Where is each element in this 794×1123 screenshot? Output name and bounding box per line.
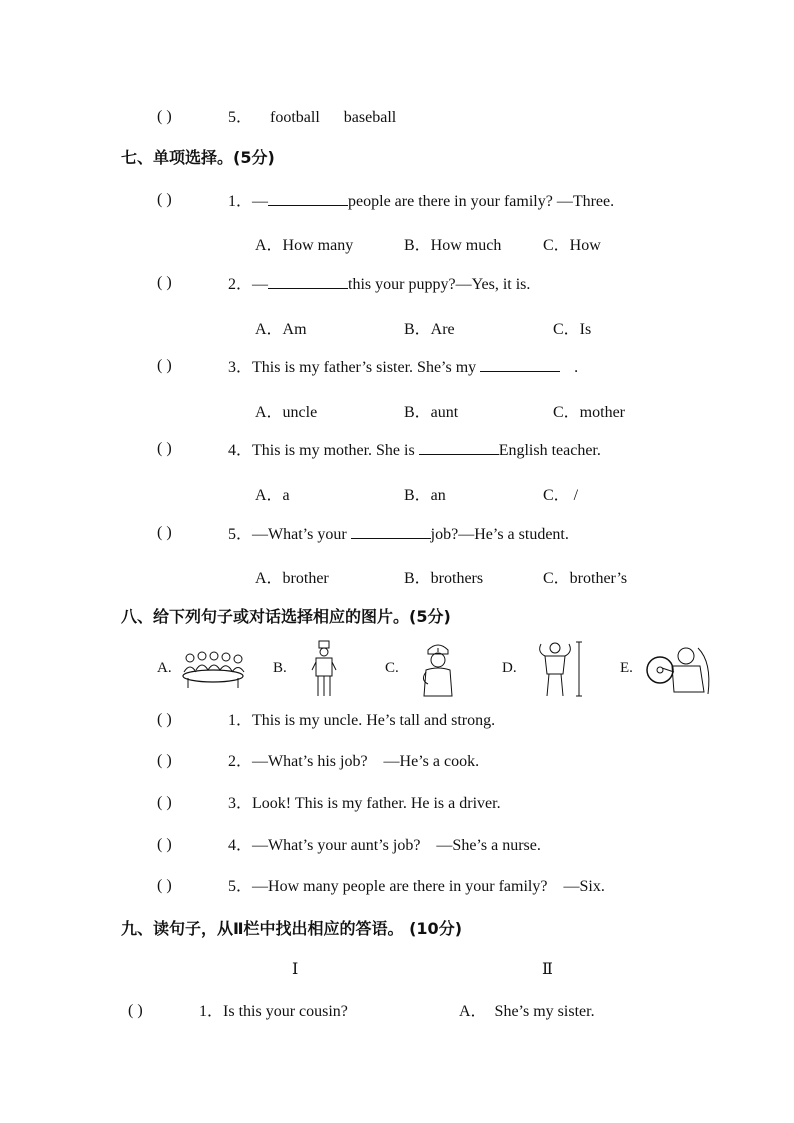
question-row xyxy=(228,836,541,856)
answer-option-a: A． She’s my sister. xyxy=(459,1003,595,1020)
option-a: A．brother xyxy=(255,570,329,587)
question-text: —What’s your aunt’s job? —She’s a nurse. xyxy=(252,837,541,854)
question-text: English teacher. xyxy=(498,442,601,459)
answer-paren[interactable]: ( ) xyxy=(157,711,172,728)
family-table-picture xyxy=(176,650,250,690)
section-title: 九、读句子，从Ⅱ栏中找出相应的答语。 (10分) xyxy=(121,919,463,938)
answer-paren[interactable]: ( ) xyxy=(157,440,172,457)
answer-paren[interactable]: ( ) xyxy=(157,191,172,208)
answer-paren[interactable]: ( ) xyxy=(157,877,172,894)
question-text: — xyxy=(252,276,269,293)
column-header-1: Ⅰ xyxy=(292,961,299,978)
question-row xyxy=(228,440,601,461)
question-number: 1． xyxy=(199,1003,224,1020)
section-title: 七、单项选择。(5分) xyxy=(121,148,275,167)
question-text: people are there in your family? —Three. xyxy=(348,193,615,210)
option-a: A．Am xyxy=(255,321,307,338)
question-number: 2． xyxy=(228,753,253,770)
word: baseball xyxy=(343,109,397,126)
answer-paren[interactable]: ( ) xyxy=(157,524,172,541)
picture-label-c: C. xyxy=(385,660,399,676)
answer-paren[interactable]: ( ) xyxy=(128,1002,143,1019)
question-text: This is my father’s sister. She’s my xyxy=(252,359,477,376)
strong-man-picture xyxy=(535,640,587,698)
question-number: 4． xyxy=(228,442,253,459)
word: football xyxy=(270,109,320,126)
answer-blank[interactable] xyxy=(419,440,499,455)
option-a: A．uncle xyxy=(255,404,318,421)
question-number: 4． xyxy=(228,837,253,854)
question-row xyxy=(228,752,479,772)
picture-label-a: A. xyxy=(157,660,172,676)
answer-paren[interactable]: ( ) xyxy=(157,836,172,853)
answer-paren[interactable]: ( ) xyxy=(157,108,172,125)
answer-paren[interactable]: ( ) xyxy=(157,752,172,769)
option-c: C．How xyxy=(543,237,601,254)
answer-paren[interactable]: ( ) xyxy=(157,794,172,811)
column-header-2: Ⅱ xyxy=(542,961,553,978)
question-number: 1． xyxy=(228,193,253,210)
question-text: . xyxy=(574,359,579,376)
question-row xyxy=(199,1002,348,1022)
question-text: job?—He’s a student. xyxy=(430,526,569,543)
option-b: B．Are xyxy=(404,321,455,338)
question-text: —How many people are there in your family? —Six. xyxy=(252,878,605,895)
question-text: — xyxy=(252,193,269,210)
question-row xyxy=(228,711,495,731)
picture-label-d: D. xyxy=(502,660,517,676)
option-a: A．How many xyxy=(255,237,354,254)
option-c: C．brother’s xyxy=(543,570,628,587)
question-number: 3． xyxy=(228,359,253,376)
question-number: 5． xyxy=(228,878,253,895)
answer-paren[interactable]: ( ) xyxy=(157,357,172,374)
question-text: Look! This is my father. He is a driver. xyxy=(252,795,501,812)
answer-blank[interactable] xyxy=(351,524,431,539)
question-text: Is this your cousin? xyxy=(223,1003,348,1020)
answer-blank[interactable] xyxy=(268,274,348,289)
question-row xyxy=(228,191,614,212)
question-row xyxy=(228,357,578,378)
question-number: 2． xyxy=(228,276,253,293)
question-text: This is my mother. She is xyxy=(252,442,415,459)
option-c: C． / xyxy=(543,487,579,504)
question-row xyxy=(228,274,530,295)
question-row xyxy=(228,877,605,897)
question-text: this your puppy?—Yes, it is. xyxy=(348,276,531,293)
question-text: This is my uncle. He’s tall and strong. xyxy=(252,712,496,729)
answer-paren[interactable]: ( ) xyxy=(157,274,172,291)
section-title: 八、给下列句子或对话选择相应的图片。(5分) xyxy=(121,607,451,626)
option-b: B．an xyxy=(404,487,446,504)
option-c: C．Is xyxy=(553,321,592,338)
option-b: B．brothers xyxy=(404,570,484,587)
option-c: C．mother xyxy=(553,404,625,421)
question-number: 5． xyxy=(228,526,253,543)
cook-picture xyxy=(310,640,338,698)
question-number: 5． xyxy=(228,109,253,126)
question-number: 3． xyxy=(228,795,253,812)
nurse-picture xyxy=(418,640,458,698)
question-text: —What’s his job? —He’s a cook. xyxy=(252,753,480,770)
question-text: —What’s your xyxy=(252,526,347,543)
answer-blank[interactable] xyxy=(268,191,348,206)
question-row xyxy=(228,794,501,814)
option-b: B．How much xyxy=(404,237,502,254)
question-number: 1． xyxy=(228,712,253,729)
answer-blank[interactable] xyxy=(480,357,560,372)
question-row xyxy=(228,108,396,128)
driver-picture xyxy=(642,642,714,696)
picture-label-b: B. xyxy=(273,660,287,676)
picture-label-e: E. xyxy=(620,660,633,676)
option-b: B．aunt xyxy=(404,404,459,421)
question-row xyxy=(228,524,569,545)
option-a: A．a xyxy=(255,487,290,504)
